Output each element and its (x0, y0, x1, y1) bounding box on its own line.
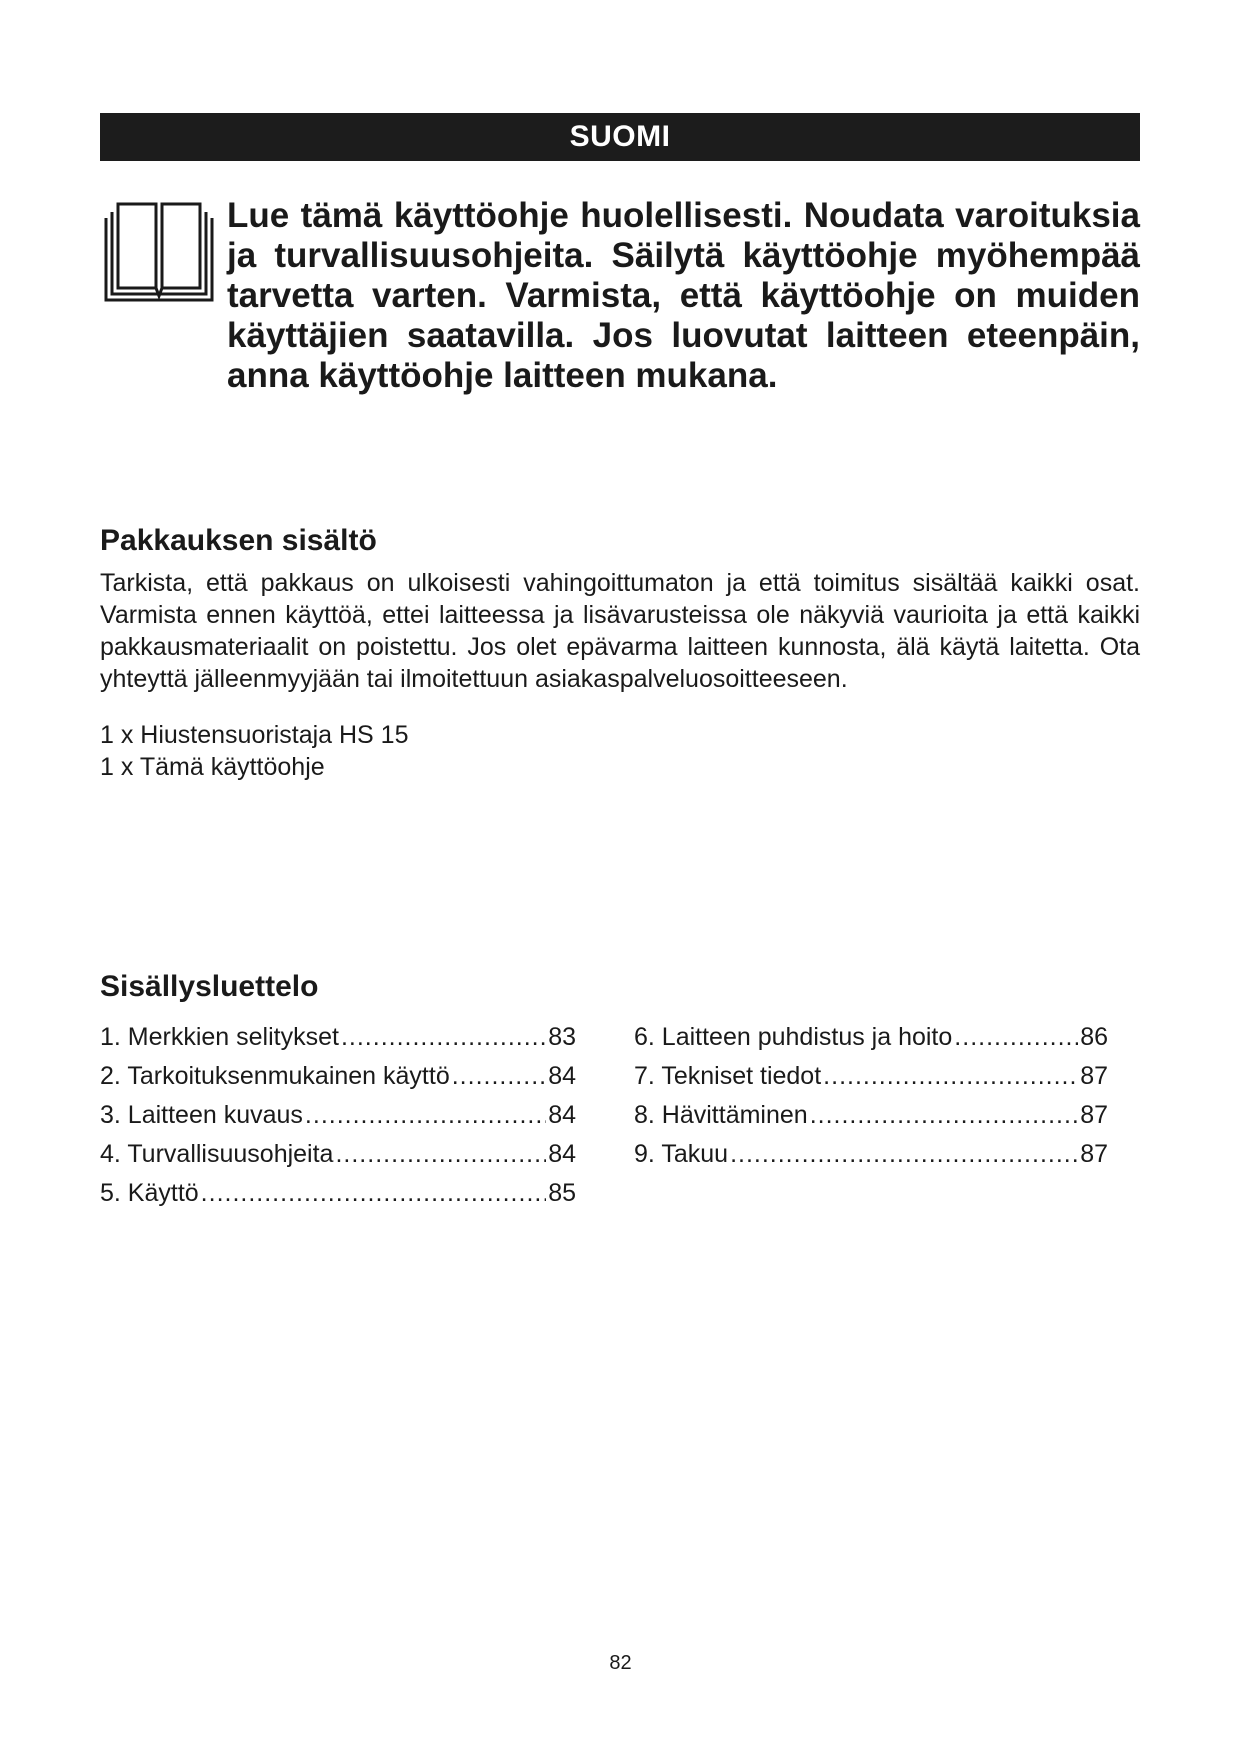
toc-entry[interactable] (634, 1101, 1108, 1140)
toc-right-column (634, 1023, 1108, 1179)
toc-entry[interactable] (634, 1023, 1108, 1062)
package-item: 1 x Tämä käyttöohje (100, 753, 325, 781)
toc-entry[interactable] (100, 1101, 576, 1140)
table-of-contents-heading: Sisällysluettelo (100, 970, 319, 1003)
toc-entry-label: 6. Laitteen puhdistus ja hoito (634, 1023, 953, 1051)
toc-entry-page: 87 (1080, 1101, 1108, 1129)
page-number: 82 (609, 1652, 632, 1674)
toc-entry-label: 5. Käyttö (100, 1179, 199, 1207)
toc-entry-page: 87 (1080, 1140, 1108, 1168)
toc-entry-page: 84 (548, 1140, 576, 1168)
toc-entry-page: 83 (548, 1023, 576, 1051)
toc-entry-label: 7. Tekniset tiedot (634, 1062, 822, 1090)
toc-entry-page: 85 (548, 1179, 576, 1207)
package-item: 1 x Hiustensuoristaja HS 15 (100, 721, 409, 749)
toc-entry-label: 8. Hävittäminen (634, 1101, 808, 1129)
toc-entry-page: 86 (1080, 1023, 1108, 1051)
toc-entry[interactable] (100, 1179, 576, 1218)
language-banner: SUOMI (100, 113, 1140, 161)
toc-entry-label: 3. Laitteen kuvaus (100, 1101, 303, 1129)
toc-entry-label: 9. Takuu (634, 1140, 729, 1168)
toc-entry-page: 84 (548, 1101, 576, 1129)
toc-left-column (100, 1023, 576, 1218)
package-items-list (100, 719, 408, 783)
toc-entry[interactable] (634, 1062, 1108, 1101)
toc-entry-page: 84 (548, 1062, 576, 1090)
toc-entry-page: 87 (1080, 1062, 1108, 1090)
open-book-icon (100, 200, 218, 304)
toc-entry[interactable] (100, 1140, 576, 1179)
toc-entry[interactable] (100, 1023, 576, 1062)
toc-entry[interactable] (100, 1062, 576, 1101)
toc-entry-label: 1. Merkkien selitykset (100, 1023, 339, 1051)
package-contents-heading: Pakkauksen sisältö (100, 524, 377, 557)
toc-entry[interactable] (634, 1140, 1108, 1179)
toc-entry-label: 4. Turvallisuusohjeita (100, 1140, 334, 1168)
toc-entry-label: 2. Tarkoituksenmukainen käyttö (100, 1062, 450, 1090)
intro-warning-text: Lue tämä käyttöohje huolellisesti. Noudata varoituksia ja turvallisuusohjeita. Säilytä käyttöohje myöhempää tarvetta varten. Varmista, että käyttöohje on muiden käyttäjien saatavilla. Jos luovutat laitteen eteenpäin, anna käyttöohje laitteen mukana. (227, 196, 1140, 395)
package-contents-paragraph: Tarkista, että pakkaus on ulkoisesti vahingoittumaton ja että toimitus sisältää kaikki osat. Varmista ennen käyttöä, ettei laitteessa ja lisävarusteissa ole näkyviä vaurioita ja että kaikki pakkausmateriaalit on poistettu. Jos olet epävarma laitteen kunnosta, älä käytä laitetta. Ota yhteyttä jälleenmyyjään tai ilmoitettuun asiakaspalveluosoitteeseen. (100, 569, 1140, 693)
